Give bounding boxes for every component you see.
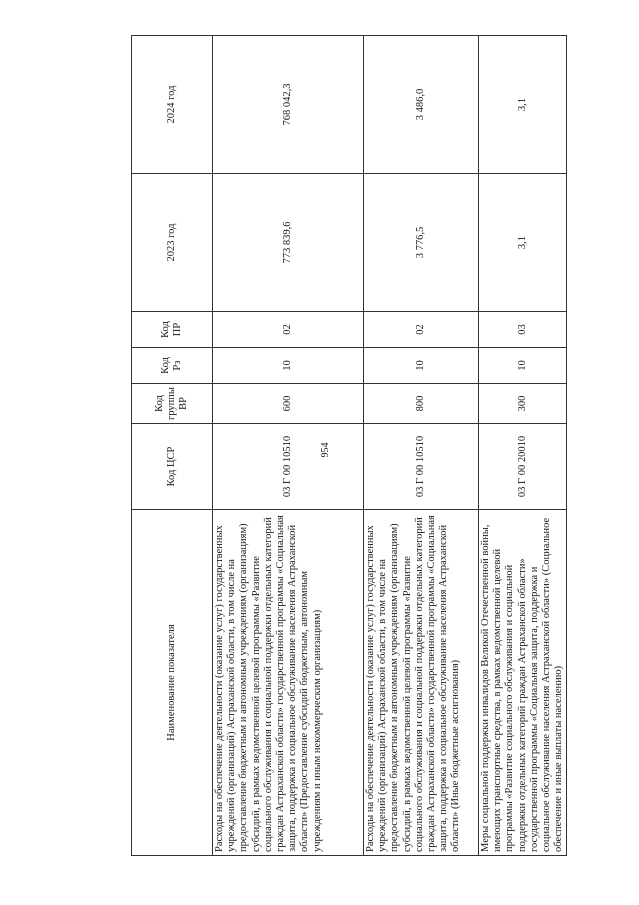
page-number: 954 xyxy=(320,442,331,458)
row-rz: 10 xyxy=(479,348,567,384)
row-2023: 3,1 xyxy=(479,174,567,312)
row-name: Расходы на обеспечение деятельности (оказание услуг) государственных учреждений (организаций) Астраханской области, в том числе на предоставление бюджетным и автономным учреждениям (организациям) субсидий, в рамках ведомственной целевой программы «Развитие социального обслуживания и социальной поддержки отдельных категорий граждан Астраханской области» государственной программы «Социальная защита, поддержка и социальное обслуживание населения Астраханской области» (Предоставление субсидий бюджетным, автономным учреждениям и иным некоммерческим организациям) xyxy=(213,510,364,856)
header-2024: 2024 год xyxy=(132,36,213,174)
header-rz: Код Рз xyxy=(132,348,213,384)
row-pr: 03 xyxy=(479,312,567,348)
header-vr: Код группы ВР xyxy=(132,384,213,424)
row-2024: 3 486,0 xyxy=(364,36,479,174)
row-csr: 03 Г 00 20010 xyxy=(479,424,567,510)
header-csr: Код ЦСР xyxy=(132,424,213,510)
row-name: Меры социальной поддержки инвалидов Великой Отечественной войны, имеющих транспортные средства, в рамках ведомственной целевой программы «Развитие социального обслуживания и социальной поддержки отдельных категорий граждан Астраханской области» государственной программы «Социальная защита, поддержка и социальное обслуживание населения Астраханской области» (Социальное обеспечение и иные выплаты населению) xyxy=(479,510,567,856)
row-2024: 768 042,3 xyxy=(213,36,364,174)
budget-table xyxy=(131,35,567,856)
row-name: Расходы на обеспечение деятельности (оказание услуг) государственных учреждений (организаций) Астраханской области, в том числе на предоставление бюджетным и автономным учреждениям (организациям) субсидий, в рамках ведомственной целевой программы «Развитие социального обслуживания и социальной поддержки отдельных категорий граждан Астраханской области» государственной программы «Социальная защита, поддержка и социальное обслуживание населения Астраханской области» (Иные бюджетные ассигнования) xyxy=(364,510,479,856)
table-row xyxy=(364,36,479,856)
row-2024: 3,1 xyxy=(479,36,567,174)
table-row xyxy=(213,36,364,856)
row-csr: 03 Г 00 10510 xyxy=(213,424,364,510)
budget-table-container xyxy=(131,36,565,856)
row-pr: 02 xyxy=(364,312,479,348)
row-pr: 02 xyxy=(213,312,364,348)
row-vr: 800 xyxy=(364,384,479,424)
header-name: Наименование показателя xyxy=(132,510,213,856)
row-rz: 10 xyxy=(213,348,364,384)
row-csr: 03 Г 00 10510 xyxy=(364,424,479,510)
table-header-row xyxy=(132,36,213,856)
header-2023: 2023 год xyxy=(132,174,213,312)
table-row xyxy=(479,36,567,856)
row-2023: 773 839,6 xyxy=(213,174,364,312)
header-pr: Код ПР xyxy=(132,312,213,348)
row-2023: 3 776,5 xyxy=(364,174,479,312)
row-vr: 600 xyxy=(213,384,364,424)
row-vr: 300 xyxy=(479,384,567,424)
row-rz: 10 xyxy=(364,348,479,384)
